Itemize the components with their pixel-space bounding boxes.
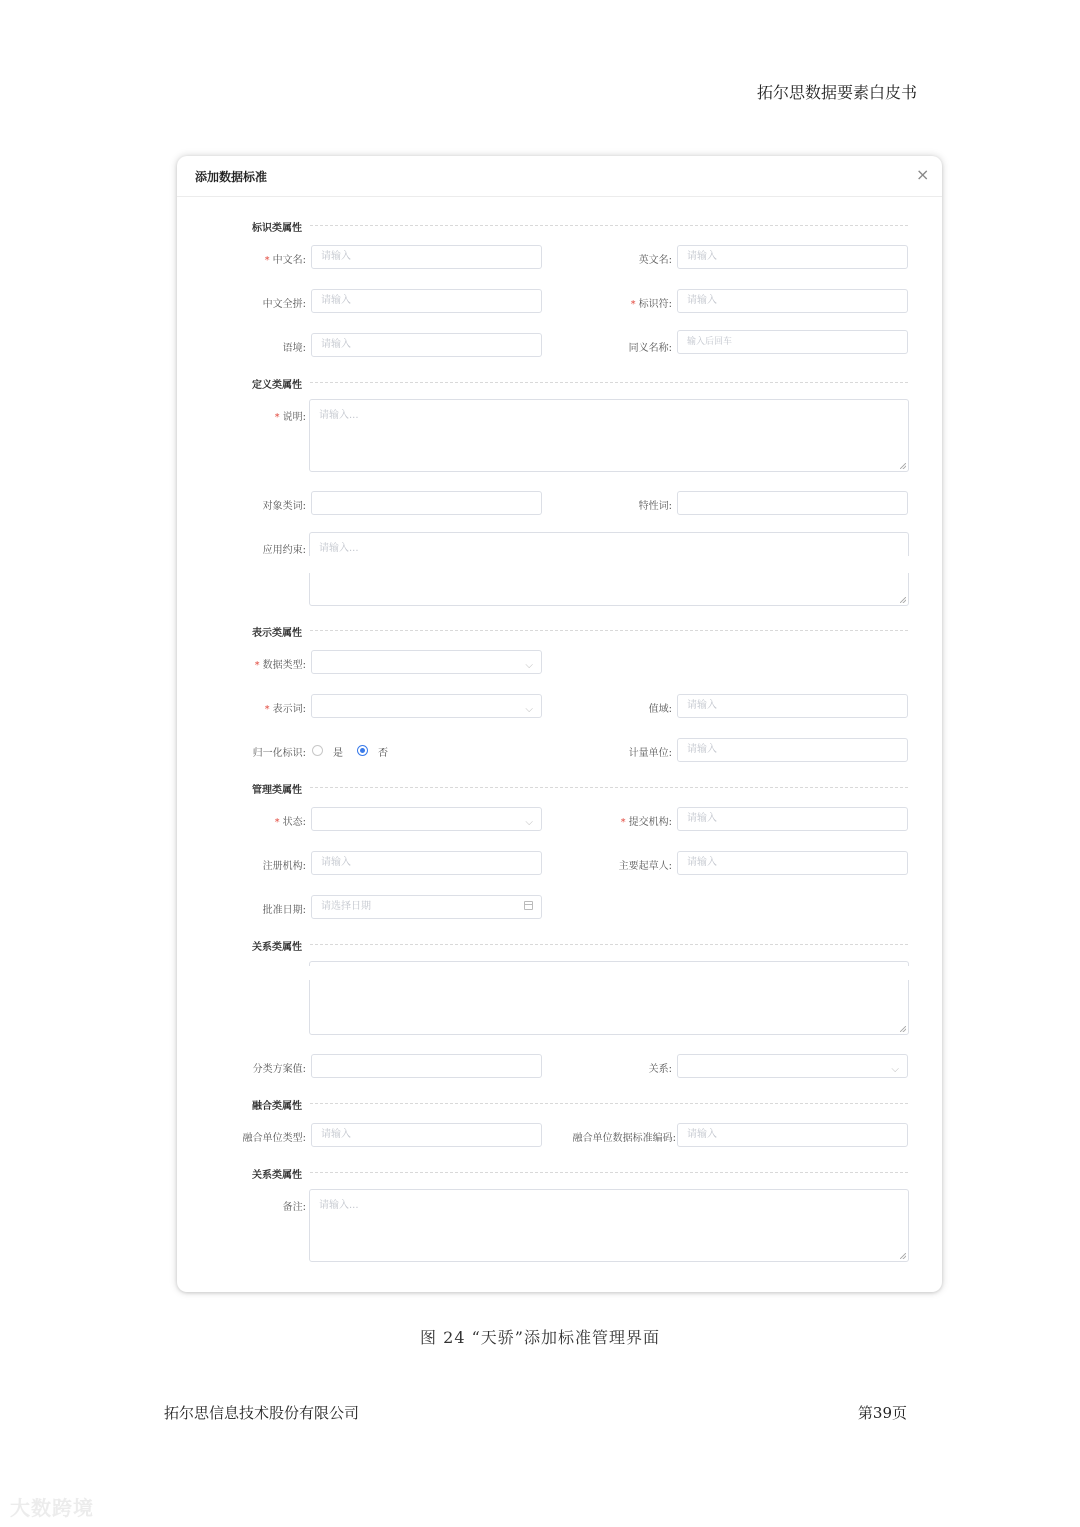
required-mark: * <box>264 704 270 715</box>
relation-select[interactable] <box>677 1054 908 1078</box>
constraint-textarea[interactable]: 请输入... <box>309 532 909 606</box>
status-select[interactable] <box>311 807 542 831</box>
figure-caption: 图 24 “天骄”添加标准管理界面 <box>420 1328 660 1347</box>
approval-date-picker[interactable]: 请选择日期 <box>311 895 542 919</box>
required-mark: * <box>274 412 280 423</box>
footer-company: 拓尔思信息技术股份有限公司 <box>164 1404 360 1422</box>
identifier-input[interactable]: 请输入 <box>677 289 908 313</box>
section-divider <box>310 944 908 945</box>
required-mark: * <box>254 660 260 671</box>
approval-date-label: 批准日期: <box>262 905 306 916</box>
english-name-input[interactable]: 请输入 <box>677 245 908 269</box>
normalized-label: 归一化标识: <box>252 748 306 759</box>
classification-value-label: 分类方案值: <box>252 1064 306 1075</box>
synonym-tag-input[interactable]: 输入后回车 <box>677 330 908 354</box>
section-fusion: 融合类属性 <box>252 1101 302 1112</box>
section-divider <box>310 382 908 383</box>
unit-label: 计量单位: <box>628 748 672 759</box>
chinese-pinyin-label: 中文全拼: <box>262 299 306 310</box>
section-divider <box>310 787 908 788</box>
representation-term-select[interactable] <box>311 694 542 718</box>
section-divider <box>310 1103 908 1104</box>
fusion-unit-code-input[interactable]: 请输入 <box>677 1123 908 1147</box>
radio-no[interactable] <box>357 745 368 756</box>
submitter-label: * 提交机构: <box>620 817 672 828</box>
radio-no-label[interactable]: 否 <box>378 748 388 759</box>
value-domain-input[interactable]: 请输入 <box>677 694 908 718</box>
section-representation: 表示类属性 <box>252 628 302 639</box>
registrar-label: 注册机构: <box>262 861 306 872</box>
chevron-down-icon: ⌵ <box>525 660 533 671</box>
footer-page-number: 第39页 <box>857 1404 907 1422</box>
unit-input[interactable]: 请输入 <box>677 738 908 762</box>
radio-yes-label[interactable]: 是 <box>333 748 343 759</box>
relation-label: 关系: <box>648 1064 672 1075</box>
required-mark: * <box>620 817 626 828</box>
render-gap <box>308 556 911 573</box>
fusion-unit-code-label: 融合单位数据标准编码: <box>572 1133 676 1144</box>
render-gap <box>308 966 911 980</box>
fusion-unit-type-label: 融合单位类型: <box>242 1133 306 1144</box>
constraint-label: 应用约束: <box>262 545 306 556</box>
resize-handle[interactable] <box>900 1026 906 1032</box>
required-mark: * <box>264 255 270 266</box>
document-header: 拓尔思数据要素白皮书 <box>756 83 917 102</box>
calendar-icon <box>524 901 533 910</box>
chinese-name-input[interactable]: 请输入 <box>311 245 542 269</box>
required-mark: * <box>630 299 636 310</box>
section-divider <box>310 630 908 631</box>
resize-handle[interactable] <box>900 597 906 603</box>
close-icon[interactable]: × <box>916 165 930 184</box>
remark-textarea[interactable]: 请输入... <box>309 1189 909 1262</box>
section-relation-2: 关系类属性 <box>252 1170 302 1181</box>
classification-value-input[interactable] <box>311 1054 542 1078</box>
context-label: 语境: <box>282 343 306 354</box>
chevron-down-icon: ⌵ <box>525 817 533 828</box>
submitter-input[interactable]: 请输入 <box>677 807 908 831</box>
chinese-pinyin-input[interactable]: 请输入 <box>311 289 542 313</box>
drafter-label: 主要起草人: <box>618 861 672 872</box>
add-standard-dialog <box>177 156 942 1292</box>
title-divider <box>177 196 942 197</box>
status-label: * 状态: <box>274 817 306 828</box>
drafter-input[interactable]: 请输入 <box>677 851 908 875</box>
chinese-name-label: * 中文名: <box>264 255 306 266</box>
radio-yes[interactable] <box>312 745 323 756</box>
fusion-unit-type-input[interactable]: 请输入 <box>311 1123 542 1147</box>
identifier-label: * 标识符: <box>630 299 672 310</box>
section-definition: 定义类属性 <box>252 380 302 391</box>
section-identification: 标识类属性 <box>252 223 302 234</box>
value-domain-label: 值域: <box>648 704 672 715</box>
synonym-label: 同义名称: <box>628 343 672 354</box>
section-management: 管理类属性 <box>252 785 302 796</box>
object-class-label: 对象类词: <box>262 501 306 512</box>
chevron-down-icon: ⌵ <box>891 1064 899 1075</box>
watermark-logo: 大数跨境 <box>10 1496 94 1520</box>
english-name-label: 英文名: <box>638 255 672 266</box>
property-term-input[interactable] <box>677 491 908 515</box>
data-type-label: * 数据类型: <box>254 660 306 671</box>
chevron-down-icon: ⌵ <box>525 704 533 715</box>
dialog-title: 添加数据标准 <box>195 170 268 184</box>
section-divider <box>310 1172 908 1173</box>
registrar-input[interactable]: 请输入 <box>311 851 542 875</box>
required-mark: * <box>274 817 280 828</box>
description-textarea[interactable]: 请输入... <box>309 399 909 472</box>
representation-term-label: * 表示词: <box>264 704 306 715</box>
description-label: * 说明: <box>274 412 306 423</box>
section-relation: 关系类属性 <box>252 942 302 953</box>
data-type-select[interactable] <box>311 650 542 674</box>
resize-handle[interactable] <box>900 1253 906 1259</box>
property-term-label: 特性词: <box>638 501 672 512</box>
resize-handle[interactable] <box>900 463 906 469</box>
context-input[interactable]: 请输入 <box>311 333 542 357</box>
remark-label: 备注: <box>282 1202 306 1213</box>
section-divider <box>310 225 908 226</box>
object-class-input[interactable] <box>311 491 542 515</box>
